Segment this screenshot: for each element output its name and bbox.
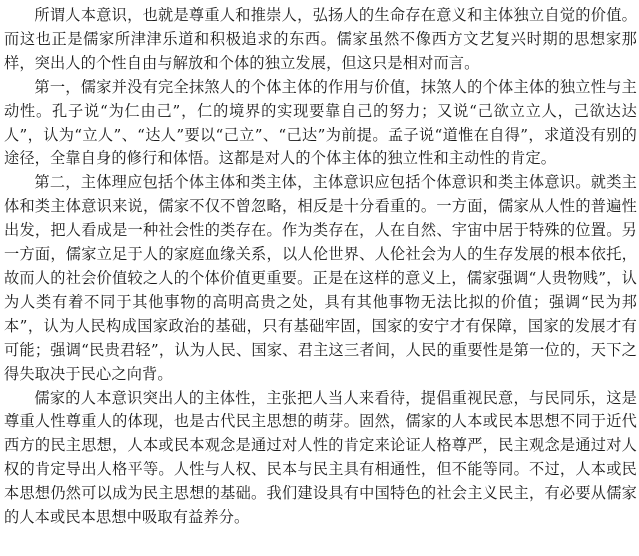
paragraph-collective-subject: 第二，主体理应包括个体主体和类主体，主体意识应包括个体意识和类主体意识。就类主体和类主体意识来说，儒家不仅不曾忽略，相反是十分看重的。一方面，儒家从人性的普遍性出发，把人看成是一种社会性的类存在。作为类存在，人在自然、宇宙中居于特殊的位置。另一方面，儒家立足于人的家庭血缘关系，以人伦世界、人伦社会为人的生存发展的根本依托，故而人的社会价值较之人的个体价值更重要。正是在这样的意义上，儒家强调“人贵物贱”，认为人类有着不同于其他事物的高明高贵之处，具有其他事物无法比拟的价值；强调“民为邦本”，认为人民构成国家政治的基础，只有基础牢固，国家的安宁才有保障，国家的发展才有可能；强调“民贵君轻”，认为人民、国家、君主这三者间，人民的重要性是第一位的，天下之得失取决于民心之向背。 <box>4 173 637 383</box>
paragraph-humanism-definition: 所谓人本意识，也就是尊重人和推崇人，弘扬人的生命存在意义和主体独立自觉的价值。而这也正是儒家所津津乐道和积极追求的东西。儒家虽然不像西方文艺复兴时期的思想家那样，突出人的个性自由与解放和个体的独立发展，但这只是相对而言。 <box>4 6 637 72</box>
paragraph-democracy-conclusion: 儒家的人本意识突出人的主体性，主张把人当人来看待，提倡重视民意，与民同乐，这是尊重人性尊重人的体现，也是古代民主思想的萌芽。固然，儒家的人本或民本思想不同于近代西方的民主思想，人本或民本观念是通过对人性的肯定来论证人格尊严，民主观念是通过对人权的肯定导出人格平等。人性与人权、民本与民主具有相通性，但不能等同。不过，人本或民本思想仍然可以成为民主思想的基础。我们建设具有中国特色的社会主义民主，有必要从儒家的人本或民本思想中吸取有益养分。 <box>4 388 637 527</box>
paragraph-individual-subject: 第一，儒家并没有完全抹煞人的个体主体的作用与价值，抹煞人的个体主体的独立性与主动性。孔子说“为仁由己”，仁的境界的实现要靠自己的努力；又说“己欲立立人，己欲达达人”，认为“立人”、“达人”要以“己立”、“己达”为前提。孟子说“道惟在自得”，求道没有别的途径，全靠自身的修行和体悟。这都是对人的个体主体的独立性和主动性的肯定。 <box>4 77 637 168</box>
